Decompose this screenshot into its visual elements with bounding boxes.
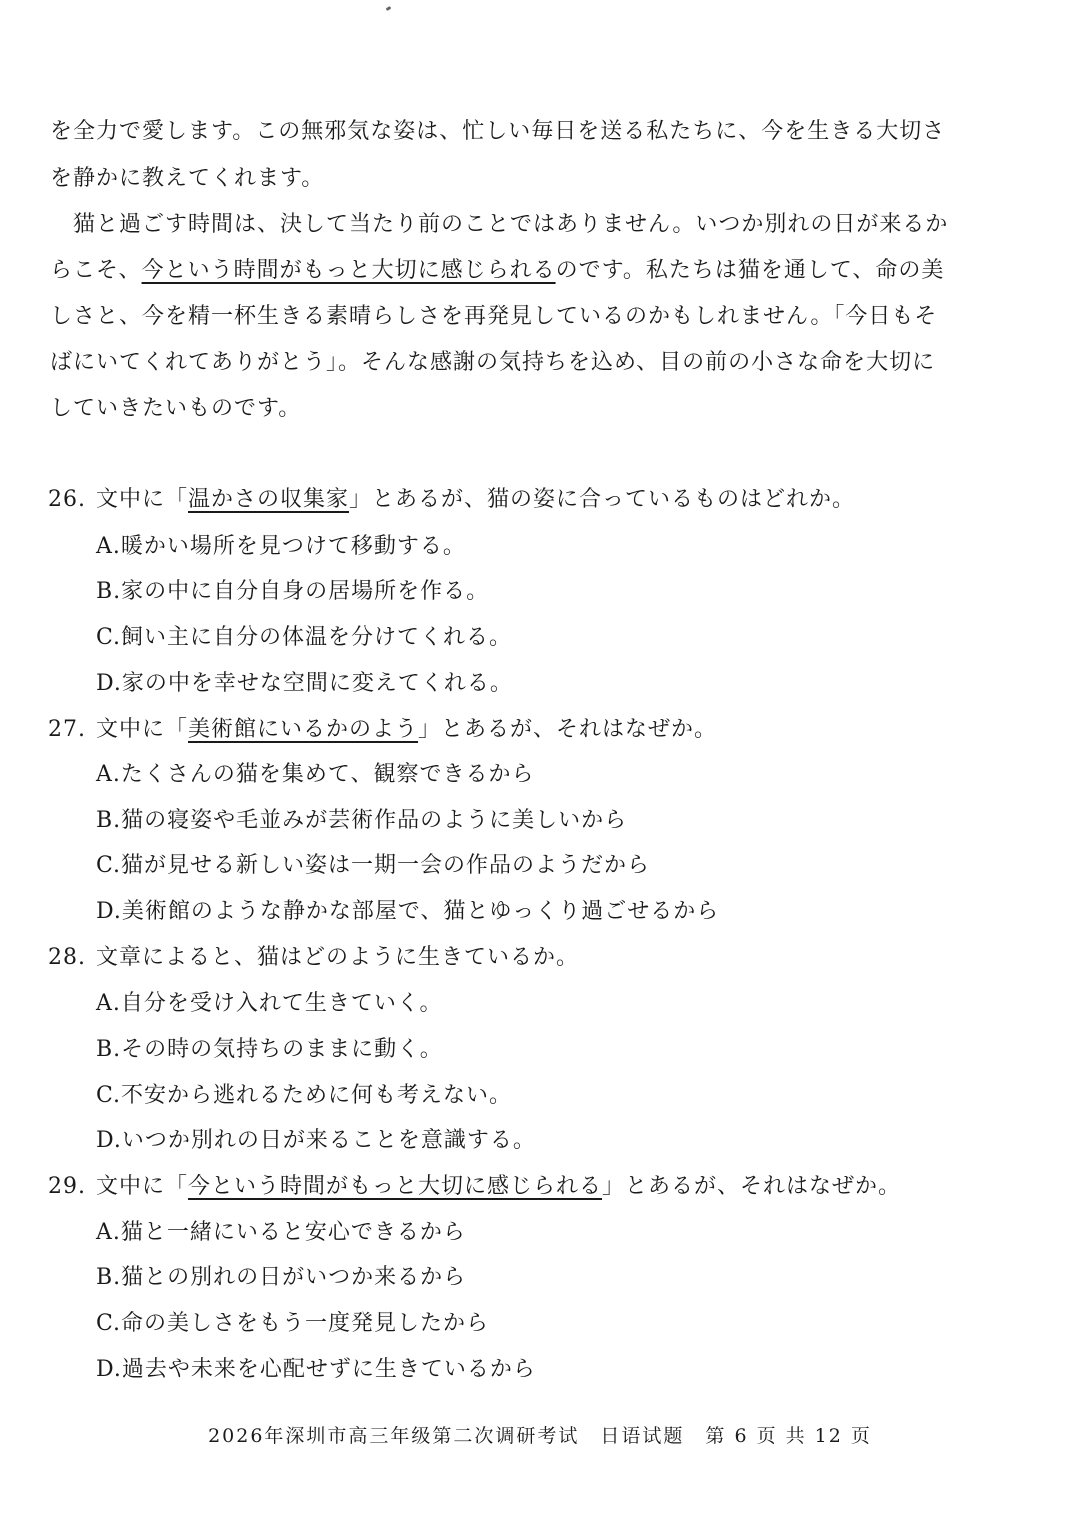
option-a: A.たくさんの猫を集めて、観察できるから (96, 762, 535, 787)
stem-text: 」とあるが、それはなぜか。 (602, 1174, 902, 1199)
option-b: B.家の中に自分自身の居場所を作る。 (96, 579, 490, 604)
option-d: D.家の中を幸せな空間に変えてくれる。 (96, 671, 513, 696)
stem-text: 文章によると、猫はどのように生きているか。 (96, 945, 580, 970)
question-stem (48, 1172, 901, 1202)
stem-text: 」とあるが、それはなぜか。 (418, 717, 718, 742)
option-a: A.暖かい場所を見つけて移動する。 (96, 534, 466, 559)
question-stem (48, 943, 579, 973)
option-c: C.飼い主に自分の体温を分けてくれる。 (96, 625, 513, 650)
stem-text: 文中に「 (96, 487, 189, 512)
quoted-phrase: 今という時間がもっと大切に感じられる (188, 1174, 603, 1199)
quoted-phrase: 温かさの収集家 (188, 487, 350, 512)
option-b: B.その時の気持ちのままに動く。 (96, 1037, 443, 1062)
passage-line: していきたいものです。 (50, 396, 302, 421)
passage-text: のです。私たちは猫を通して、命の美 (555, 258, 945, 283)
option-c: C.命の美しさをもう一度発見したから (96, 1311, 490, 1336)
stem-text: 文中に「 (96, 717, 189, 742)
stem-text: 文中に「 (96, 1174, 189, 1199)
question-stem (48, 715, 717, 745)
question-number: 27. (48, 717, 86, 742)
option-c: C.猫が見せる新しい姿は一期一会の作品のようだから (96, 853, 651, 878)
question-number: 26. (48, 487, 86, 512)
question-stem (48, 485, 855, 515)
passage-line: を静かに教えてくれます。 (50, 166, 325, 191)
stem-text: 」とあるが、猫の姿に合っているものはどれか。 (349, 487, 856, 512)
page-footer: 2026年深圳市高三年级第二次调研考试 日语试题 第 6 页 共 12 页 (208, 1425, 872, 1447)
scan-speck (386, 6, 392, 11)
passage-line: しさと、今を精一杯生きる素晴らしさを再発見しているのかもしれません。「今日もそ (50, 304, 938, 329)
option-d: D.いつか別れの日が来ることを意識する。 (96, 1128, 536, 1153)
passage-line (50, 256, 944, 286)
option-a: A.猫と一緒にいると安心できるから (96, 1220, 466, 1245)
passage-line: 猫と過ごす時間は、決して当たり前のことではありません。いつか別れの日が来るか (50, 212, 949, 237)
underlined-phrase: 今という時間がもっと大切に感じられる (141, 258, 556, 283)
option-c: C.不安から逃れるために何も考えない。 (96, 1083, 513, 1108)
option-b: B.猫との別れの日がいつか来るから (96, 1265, 467, 1290)
passage-line: を全力で愛します。この無邪気な姿は、忙しい毎日を送る私たちに、今を生きる大切さ (50, 119, 946, 144)
passage-line: ばにいてくれてありがとう」。そんな感謝の気持ちを込め、目の前の小さな命を大切に (50, 350, 936, 375)
quoted-phrase: 美術館にいるかのよう (188, 717, 419, 742)
option-b: B.猫の寝姿や毛並みが芸術作品のように美しいから (96, 808, 628, 833)
option-a: A.自分を受け入れて生きていく。 (96, 991, 443, 1016)
question-number: 29. (48, 1174, 86, 1199)
option-d: D.過去や未来を心配せずに生きているから (96, 1357, 536, 1382)
option-d: D.美術館のような静かな部屋で、猫とゆっくり過ごせるから (96, 899, 720, 924)
passage-text: らこそ、 (50, 258, 142, 283)
question-number: 28. (48, 945, 86, 970)
